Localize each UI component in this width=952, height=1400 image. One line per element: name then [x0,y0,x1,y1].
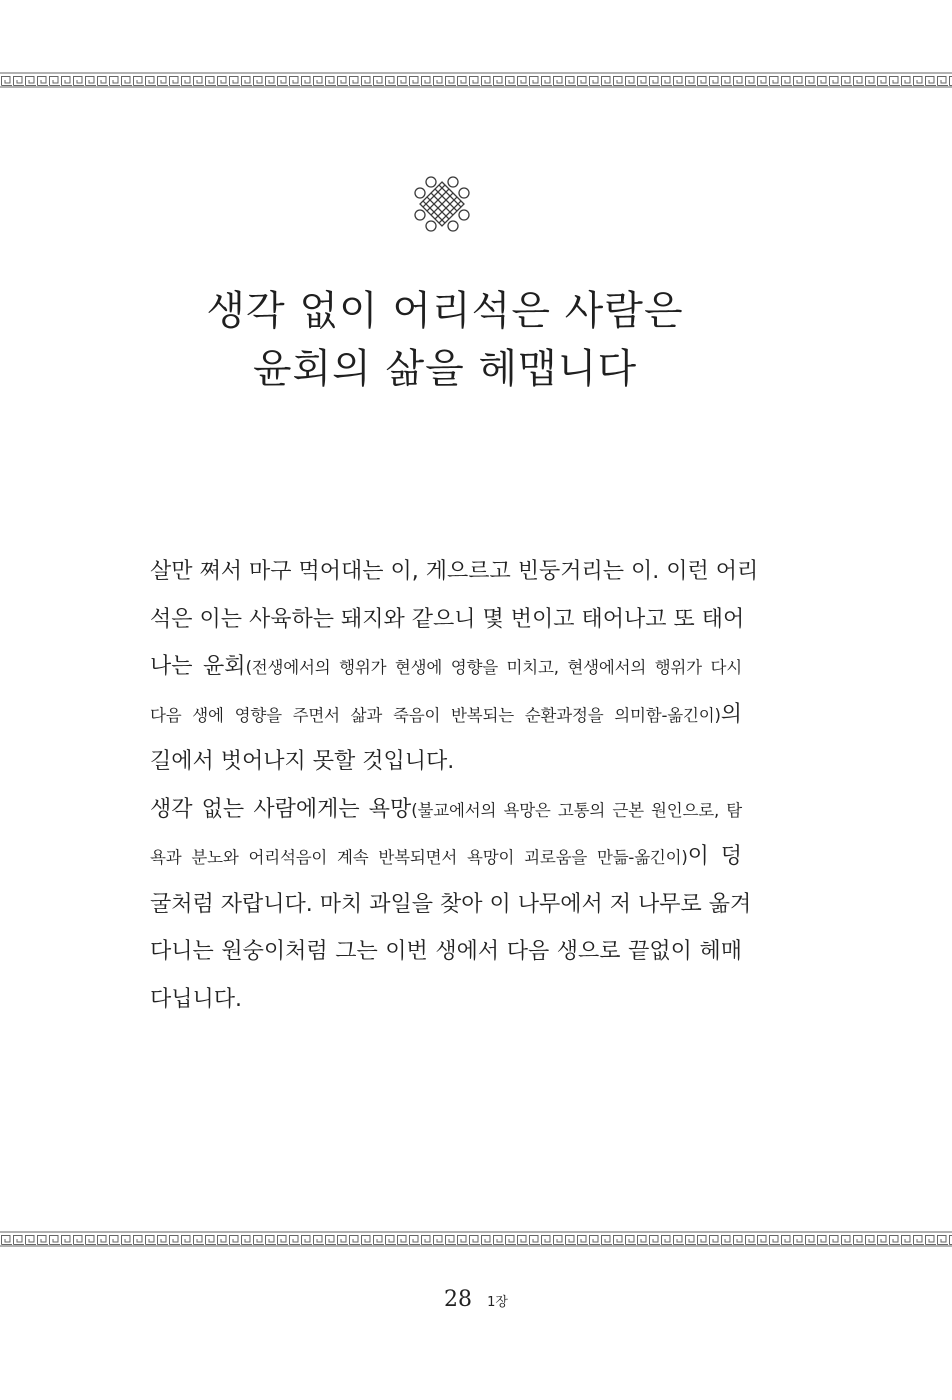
body-line: 살만 쪄서 마구 먹어대는 이, 게으르고 빈둥거리는 이. 이런 어리 [150,559,759,584]
body-line [150,833,742,881]
body-text-run: 이 덩 [687,844,742,869]
translator-note: (전생에서의 행위가 현생에 영향을 미치고, 현생에서의 행위가 다시 [245,658,742,677]
body-line: 다니는 원숭이처럼 그는 이번 생에서 다음 생으로 끝없이 헤매 [150,939,742,964]
endless-knot-icon [414,176,470,232]
page-number: 28 [444,1287,473,1312]
page-footer [0,1287,952,1312]
chapter-label: 1장 [487,1295,508,1310]
body-line: 길에서 벗어나지 못할 것입니다. [150,749,455,774]
greek-key-border-bottom [0,1231,952,1247]
body-text-run: 생각 없는 사람에게는 욕망 [150,796,412,822]
chapter-title [0,282,890,398]
body-line: 굴처럼 자랍니다. 마치 과일을 찾아 이 나무에서 저 나무로 옮겨 [150,891,752,917]
translator-note: 욕과 분노와 어리석음이 계속 반복되면서 욕망이 괴로움을 만듦-옮긴이) [150,848,688,867]
body-text-run: 나는 윤회 [150,654,246,679]
title-line-2: 윤회의 삶을 헤맵니다 [252,346,638,392]
body-line: 다닙니다. [150,986,243,1012]
body-text [150,548,759,1023]
body-text-run: 의 [720,701,742,727]
body-line [150,643,742,691]
greek-key-border-top [0,72,952,88]
body-line [150,786,742,834]
body-line [150,691,742,739]
body-line: 석은 이는 사육하는 돼지와 같으니 몇 번이고 태어나고 또 태어 [150,606,745,632]
translator-note: 다음 생에 영향을 주면서 삶과 죽음이 반복되는 순환과정을 의미함-옮긴이) [150,705,721,725]
title-line-1: 생각 없이 어리석은 사람은 [206,288,684,334]
translator-note: (불교에서의 욕망은 고통의 근본 원인으로, 탐 [411,800,742,820]
